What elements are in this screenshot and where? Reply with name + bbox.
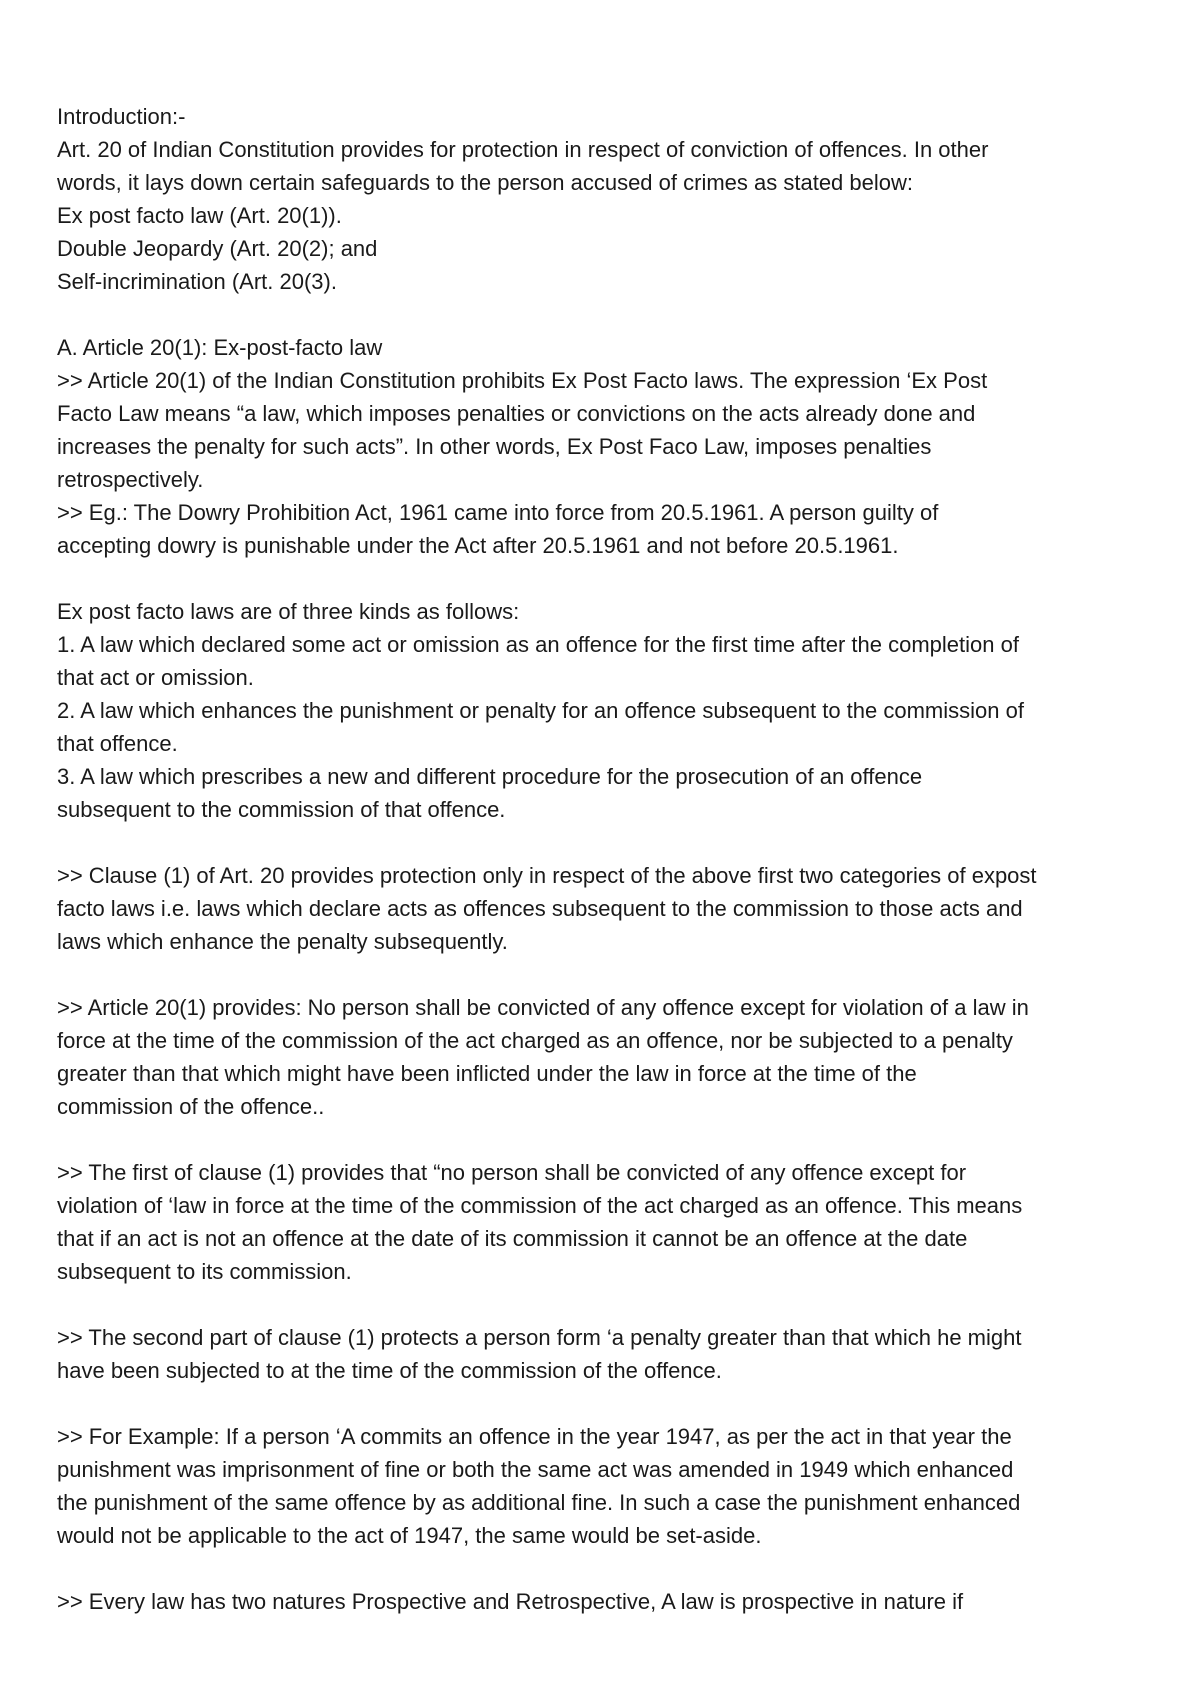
paragraph-gap bbox=[57, 826, 1157, 859]
section-a-line: Facto Law means “a law, which imposes penalties or convictions on the acts already done and bbox=[57, 401, 976, 426]
kinds-line: 2. A law which enhances the punishment or penalty for an offence subsequent to the commission of bbox=[57, 698, 1024, 723]
paragraph-gap bbox=[57, 1123, 1157, 1156]
paragraph-gap bbox=[57, 958, 1157, 991]
clause-line: >> Clause (1) of Art. 20 provides protection only in respect of the above first two categories of expost bbox=[57, 863, 1037, 888]
provides-line: >> Article 20(1) provides: No person shall be convicted of any offence except for violation of a law in bbox=[57, 995, 1029, 1020]
section-a-line: >> Eg.: The Dowry Prohibition Act, 1961 came into force from 20.5.1961. A person guilty of bbox=[57, 500, 939, 525]
second-part-line: have been subjected to at the time of the commission of the offence. bbox=[57, 1358, 722, 1383]
paragraph-gap bbox=[57, 562, 1157, 595]
section-a-line: accepting dowry is punishable under the Act after 20.5.1961 and not before 20.5.1961. bbox=[57, 533, 899, 558]
provides-line: greater than that which might have been inflicted under the law in force at the time of the bbox=[57, 1061, 917, 1086]
clause-line: facto laws i.e. laws which declare acts as offences subsequent to the commission to those acts and bbox=[57, 896, 1023, 921]
section-a-heading: A. Article 20(1): Ex-post-facto law bbox=[57, 335, 383, 360]
example-line: would not be applicable to the act of 1947, the same would be set-aside. bbox=[57, 1523, 762, 1548]
intro-line: Ex post facto law (Art. 20(1)). bbox=[57, 203, 342, 228]
clause-line: laws which enhance the penalty subsequently. bbox=[57, 929, 508, 954]
example-line: punishment was imprisonment of fine or both the same act was amended in 1949 which enhanced bbox=[57, 1457, 1014, 1482]
section-a-line: >> Article 20(1) of the Indian Constitution prohibits Ex Post Facto laws. The expression ‘Ex Post bbox=[57, 368, 988, 393]
first-part-line: that if an act is not an offence at the date of its commission it cannot be an offence at the date bbox=[57, 1226, 968, 1251]
example-line: >> For Example: If a person ‘A commits an offence in the year 1947, as per the act in that year the bbox=[57, 1424, 1012, 1449]
nature-line: >> Every law has two natures Prospective and Retrospective, A law is prospective in nature if bbox=[57, 1589, 964, 1614]
first-part-line: violation of ‘law in force at the time of the commission of the act charged as an offence. This means bbox=[57, 1193, 1023, 1218]
kinds-line: 1. A law which declared some act or omission as an offence for the first time after the completion of bbox=[57, 632, 1019, 657]
paragraph-gap bbox=[57, 1288, 1157, 1321]
intro-heading: Introduction:- bbox=[57, 104, 186, 129]
second-part-line: >> The second part of clause (1) protects a person form ‘a penalty greater than that which he might bbox=[57, 1325, 1022, 1350]
section-a-line: increases the penalty for such acts”. In other words, Ex Post Faco Law, imposes penalties bbox=[57, 434, 932, 459]
section-a-line: retrospectively. bbox=[57, 467, 204, 492]
paragraph-gap bbox=[57, 1387, 1157, 1420]
intro-line: Double Jeopardy (Art. 20(2); and bbox=[57, 236, 378, 261]
paragraph-gap bbox=[57, 1552, 1157, 1585]
kinds-line: 3. A law which prescribes a new and different procedure for the prosecution of an offence bbox=[57, 764, 923, 789]
provides-line: commission of the offence.. bbox=[57, 1094, 325, 1119]
intro-line: words, it lays down certain safeguards to the person accused of crimes as stated below: bbox=[57, 170, 913, 195]
kinds-line: subsequent to the commission of that offence. bbox=[57, 797, 506, 822]
intro-line: Self-incrimination (Art. 20(3). bbox=[57, 269, 337, 294]
document-body bbox=[57, 100, 1157, 1618]
intro-line: Art. 20 of Indian Constitution provides for protection in respect of conviction of offences. In other bbox=[57, 137, 989, 162]
first-part-line: >> The first of clause (1) provides that “no person shall be convicted of any offence except for bbox=[57, 1160, 967, 1185]
kinds-line: that act or omission. bbox=[57, 665, 254, 690]
kinds-line: Ex post facto laws are of three kinds as follows: bbox=[57, 599, 520, 624]
paragraph-gap bbox=[57, 298, 1157, 331]
provides-line: force at the time of the commission of the act charged as an offence, nor be subjected to a penalty bbox=[57, 1028, 1013, 1053]
kinds-line: that offence. bbox=[57, 731, 178, 756]
first-part-line: subsequent to its commission. bbox=[57, 1259, 352, 1284]
example-line: the punishment of the same offence by as additional fine. In such a case the punishment enhanced bbox=[57, 1490, 1021, 1515]
